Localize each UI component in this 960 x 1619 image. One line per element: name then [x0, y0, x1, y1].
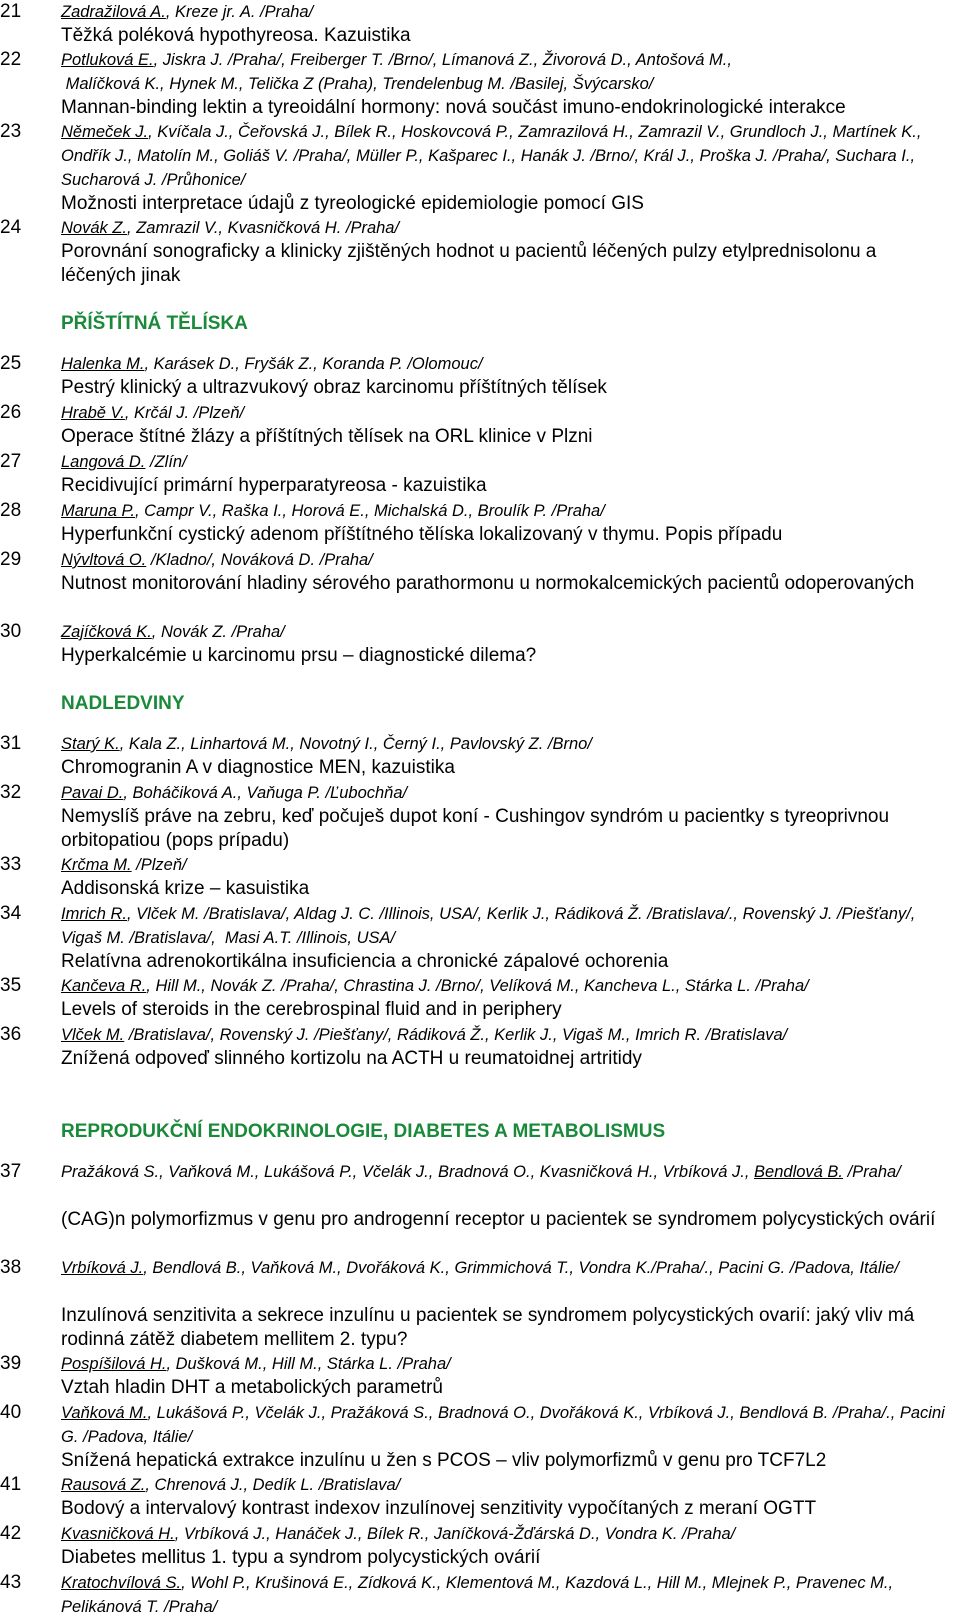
entry-title: Levels of steroids in the cerebrospinal fluid and in periphery [61, 999, 562, 1020]
entry-title: Nutnost monitorování hladiny sérového parathormonu u normokalcemických pacientů odoperovaných [61, 573, 915, 594]
entry-title: Inzulínová senzitivita a sekrece inzulínu u pacientek se syndromem polycystických ovarií: jaký vliv má rodinná zátěž diabetem mellitem 2. typu? [61, 1305, 915, 1350]
co-authors: , Kala Z., Linhartová M., Novotný I., Černý I., Pavlovský Z. /Brno/ [119, 735, 592, 753]
entry-number: 30 [0, 621, 22, 642]
first-author: Novák Z. [61, 219, 128, 237]
first-author: Němeček J. [61, 123, 149, 141]
entry-number: 29 [0, 549, 22, 570]
entry-title: Addisonská krize – kasuistika [61, 878, 310, 899]
entry-number: 38 [0, 1257, 22, 1278]
entry-number: 39 [0, 1353, 22, 1374]
entry-authors [61, 1522, 956, 1546]
first-author: Vaňková M. [61, 1404, 148, 1422]
entry-authors [61, 499, 956, 523]
first-author: Pospíšilová H. [61, 1355, 167, 1373]
co-authors: , Novák Z. /Praha/ [151, 623, 285, 641]
entry-number: 43 [0, 1572, 22, 1593]
co-authors: , Lukášová P., Včelák J., Pražáková S., Bradnová O., Dvořáková K., Vrbíková J., Bendlová B. /Praha/., Pacini G. /Padova, Itálie/ [61, 1404, 950, 1446]
entry-number: 28 [0, 500, 22, 521]
entry-number: 37 [0, 1161, 22, 1182]
first-author: Zajíčková K. [61, 623, 152, 641]
entry-number: 33 [0, 854, 22, 875]
first-author: Kvasničková H. [61, 1525, 175, 1543]
co-authors: , Wohl P., Krušinová E., Zídková K., Klementová M., Kazdová L., Hill M., Mlejnek P., Pravenec M., Pelikánová T. /Praha/ [61, 1574, 898, 1616]
entry-title: Těžká poléková hypothyreosa. Kazuistika [61, 25, 411, 46]
co-authors: /Bratislava/, Rovenský J. /Piešťany/, Rádiková Ž., Kerlik J., Vigaš M., Imrich R. /Bratislava/ [124, 1026, 788, 1044]
entry-title: Hyperfunkční cystický adenom příštítného tělíska lokalizovaný v thymu. Popis případu [61, 524, 783, 545]
first-author: Maruna P. [61, 502, 135, 520]
co-authors: /Kladno/, Nováková D. /Praha/ [146, 551, 373, 569]
co-authors: /Plzeň/ [131, 856, 187, 874]
entry-title: Porovnání sonograficky a klinicky zjištěných hodnot u pacientů léčených pulzy etylprednisolonu a léčených jinak [61, 241, 877, 286]
entry-authors [61, 48, 956, 96]
entry-number: 35 [0, 975, 22, 996]
entry-title: Mannan-binding lektin a tyreoidální hormony: nová součást imuno-endokrinologické interakce [61, 97, 846, 118]
first-author: Potluková E. [61, 51, 154, 69]
entry-authors [61, 548, 956, 572]
first-author: Halenka M. [61, 355, 145, 373]
entry-number: 41 [0, 1474, 22, 1495]
entry-title: Recidivující primární hyperparatyreosa - kazuistika [61, 475, 487, 496]
section-heading: REPRODUKČNÍ ENDOKRINOLOGIE, DIABETES A METABOLISMUS [61, 1121, 666, 1142]
entry-authors [61, 1571, 956, 1619]
first-author: Krčma M. [61, 856, 132, 874]
co-authors: , Vlček M. /Bratislava/, Aldag J. C. /Illinois, USA/, Kerlik J., Rádiková Ž. /Bratislava/., Rovenský J. /Piešťany/, Vigaš M. /Bratislava/, Masi A.T. /Illinois, USA/ [61, 905, 920, 947]
first-author: Zadražilová A. [61, 3, 166, 21]
entry-authors [61, 1256, 956, 1280]
co-authors: , Hill M., Novák Z. /Praha/, Chrastina J. /Brno/, Velíková M., Kancheva L., Stárka L. /Praha/ [146, 977, 809, 995]
first-author: Vrbíková J. [61, 1259, 144, 1277]
first-author: Vlček M. [61, 1026, 125, 1044]
entry-number: 42 [0, 1523, 22, 1544]
co-authors: , Krčál J. /Plzeň/ [124, 404, 245, 422]
entry-authors [61, 974, 956, 998]
entry-number: 36 [0, 1024, 22, 1045]
entry-number: 27 [0, 451, 22, 472]
first-author: Hrabě V. [61, 404, 125, 422]
co-authors: , Boháčiková A., Vaňuga P. /Ľubochňa/ [123, 784, 408, 802]
co-authors: /Zlín/ [145, 453, 187, 471]
entry-number: 34 [0, 903, 22, 924]
co-authors: , Karásek D., Fryšák Z., Koranda P. /Olomouc/ [144, 355, 483, 373]
entry-authors [61, 902, 956, 950]
entry-authors [61, 1023, 956, 1047]
co-authors: , Bendlová B., Vaňková M., Dvořáková K., Grimmichová T., Vondra K./Praha/., Pacini G. /Padova, Itálie/ [143, 1259, 899, 1277]
entry-title: Snížená hepatická extrakce inzulínu u žen s PCOS – vliv polymorfizmů v genu pro TCF7L2 [61, 1450, 827, 1471]
first-author: Langová D. [61, 453, 146, 471]
entry-title: (CAG)n polymorfizmus v genu pro androgenní receptor u pacientek se syndromem polycystických ovárií [61, 1209, 936, 1230]
entry-title: Nemyslíš práve na zebru, keď počuješ dupot koní - Cushingov syndróm u pacientky s tyreoprivnou orbitopatiou (pops prípadu) [61, 806, 890, 851]
entry-title: Operace štítné žlázy a příštítných tělísek na ORL klinice v Plzni [61, 426, 593, 447]
entry-number: 23 [0, 121, 22, 142]
entry-authors [61, 853, 956, 877]
entry-authors [61, 781, 956, 805]
entry-title: Relatívna adrenokortikálna insuficiencia a chronické zápalové ochorenia [61, 951, 669, 972]
co-authors: , Kreze jr. A. /Praha/ [165, 3, 314, 21]
first-author: Imrich R. [61, 905, 127, 923]
entry-number: 24 [0, 217, 22, 238]
co-authors: , Dušková M., Hill M., Stárka L. /Praha/ [166, 1355, 451, 1373]
co-authors: , Chrenová J., Dedík L. /Bratislava/ [145, 1476, 401, 1494]
entry-authors [61, 450, 956, 474]
co-authors: , Kvíčala J., Čeřovská J., Bílek R., Hoskovcová P., Zamrazilová H., Zamrazil V., Grundloch J., Martínek K., Ondřík J., Matolín M., Goliáš V. /Praha/, Müller P., Kašparec I., Hanák J. /Brno/, Král J., Proška J. /Praha/, Suchara I., Sucharová J. /Průhonice/ [61, 123, 927, 189]
entry-title: Pestrý klinický a ultrazvukový obraz karcinomu příštítných tělísek [61, 377, 607, 398]
entry-authors [61, 120, 956, 192]
co-authors: , Campr V., Raška I., Horová E., Michalská D., Broulík P. /Praha/ [135, 502, 605, 520]
first-author: Nývltová O. [61, 551, 147, 569]
entry-number: 31 [0, 733, 22, 754]
entry-title: Hyperkalcémie u karcinomu prsu – diagnostické dilema? [61, 645, 537, 666]
entry-number: 22 [0, 49, 22, 70]
entry-authors [61, 216, 956, 240]
entry-title: Chromogranin A v diagnostice MEN, kazuistika [61, 757, 455, 778]
first-author: Starý K. [61, 735, 120, 753]
first-author: Pavai D. [61, 784, 124, 802]
entry-number: 40 [0, 1402, 22, 1423]
first-author: Bendlová B. [754, 1163, 844, 1181]
co-authors-before: Pražáková S., Vaňková M., Lukášová P., Včelák J., Bradnová O., Kvasničková H., Vrbíková J., [61, 1163, 755, 1181]
entry-title: Vztah hladin DHT a metabolických parametrů [61, 1377, 443, 1398]
entry-authors [61, 1160, 956, 1184]
entry-authors [61, 732, 956, 756]
first-author: Rausová Z. [61, 1476, 146, 1494]
section-heading: PŘÍŠTÍTNÁ TĚLÍSKA [61, 313, 248, 334]
co-authors: , Vrbíková J., Hanáček J., Bílek R., Janíčková-Žďárská D., Vondra K. /Praha/ [174, 1525, 736, 1543]
entry-number: 32 [0, 782, 22, 803]
entry-title: Znížená odpoveď slinného kortizolu na ACTH u reumatoidnej artritidy [61, 1048, 642, 1069]
entry-number: 26 [0, 402, 22, 423]
entry-authors [61, 1352, 956, 1376]
first-author: Kančeva R. [61, 977, 147, 995]
entry-title: Možnosti interpretace údajů z tyreologické epidemiologie pomocí GIS [61, 193, 644, 214]
entry-authors [61, 0, 956, 24]
entry-number: 25 [0, 353, 22, 374]
entry-title: Bodový a intervalový kontrast indexov inzulínovej senzitivity vypočítaných z meraní OGTT [61, 1498, 817, 1519]
entry-authors [61, 620, 956, 644]
co-authors: , Zamrazil V., Kvasničková H. /Praha/ [127, 219, 400, 237]
entry-authors [61, 401, 956, 425]
entry-title: Diabetes mellitus 1. typu a syndrom polycystických ovárií [61, 1547, 541, 1568]
entry-authors [61, 1473, 956, 1497]
co-authors: , Jiskra J. /Praha/, Freiberger T. /Brno/, Límanová Z., Živorová D., Antošová M., Malíčková K., Hynek M., Telička Z (Praha), Trendelenbug M. /Basilej, Švýcarsko/ [65, 51, 732, 93]
first-author: Kratochvílová S. [61, 1574, 182, 1592]
entry-number: 21 [0, 1, 22, 22]
entry-authors [61, 1401, 956, 1449]
co-authors: /Praha/ [843, 1163, 901, 1181]
entry-authors [61, 352, 956, 376]
section-heading: NADLEDVINY [61, 693, 185, 714]
